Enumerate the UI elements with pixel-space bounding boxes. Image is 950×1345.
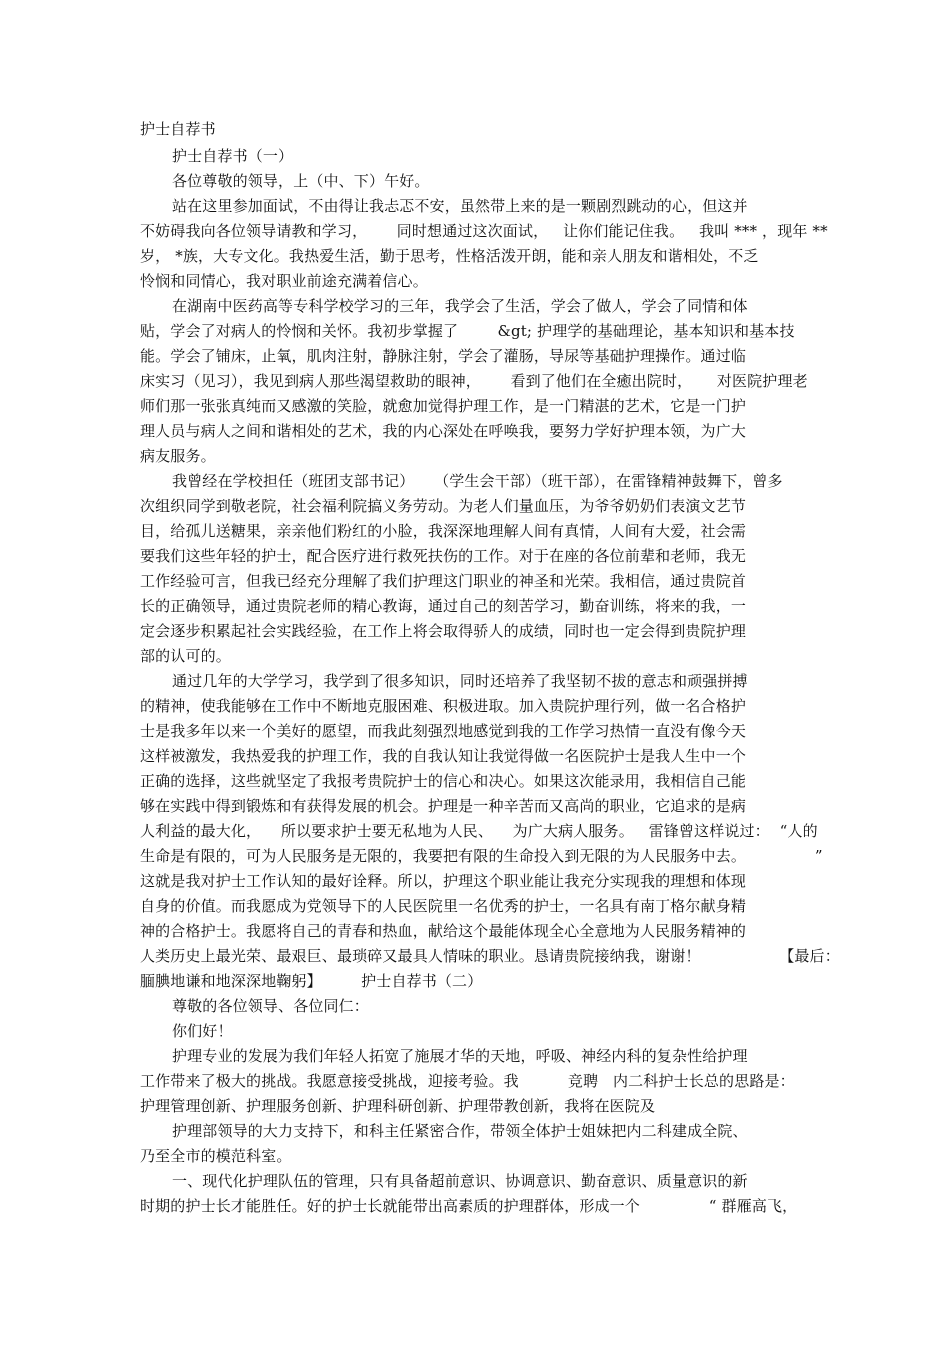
document-title: 护士自荐书 (140, 120, 216, 138)
body-line: 岁， *族，大专文化。我热爱生活，勤于思考，性格活泼开朗，能和亲人朋友和谐相处，不乏 (140, 247, 759, 265)
body-line: 站在这里参加面试，不由得让我忐忑不安，虽然带上来的是一颗剧烈跳动的心，但这并 (172, 197, 748, 215)
body-line: 部的认可的。 (140, 647, 231, 665)
body-line: 能。学会了铺床，止氧，肌肉注射，静脉注射，学会了灌肠，导尿等基础护理操作。通过临 (140, 347, 747, 365)
body-line: 神的合格护士。我愿将自己的青春和热血，献给这个最能体现全心全意地为人民服务精神的 (140, 922, 747, 940)
body-line: 各位尊敬的领导，上（中、下）午好。 (172, 172, 430, 190)
body-line: 人利益的最大化， 所以要求护士要无私地为人民、 为广大病人服务。 雷锋曾这样说过： “人的 (140, 822, 818, 840)
body-line: 床实习（见习），我见到病人那些渴望救助的眼神， 看到了他们在全癒出院时， 对医院护理老 (140, 372, 808, 390)
body-line: 尊敬的各位领导、各位同仁： (172, 997, 369, 1015)
body-line: 理人员与病人之间和谐相处的艺术，我的内心深处在呼唤我，要努力学好护理本领，为广大 (140, 422, 747, 440)
body-line: 工作带来了极大的挑战。我愿意接受挑战，迎接考验。我 竞聘 内二科护士长总的思路是： (140, 1072, 795, 1090)
body-line: 要我们这些年轻的护士，配合医疗进行救死扶伤的工作。对于在座的各位前辈和老师，我无 (140, 547, 747, 565)
body-line: 不妨碍我向各位领导请教和学习， 同时想通过这次面试， 让你们能记住我。 我叫 *** ，现年 ** (140, 222, 828, 240)
body-line: 够在实践中得到锻炼和有获得发展的机会。护理是一种辛苦而又高尚的职业，它追求的是病 (140, 797, 747, 815)
body-line: 病友服务。 (140, 447, 216, 465)
body-line: 怜悯和同情心，我对职业前途充满着信心。 (140, 272, 428, 290)
body-line: 通过几年的大学学习，我学到了很多知识，同时还培养了我坚韧不拔的意志和顽强拼搏 (172, 672, 748, 690)
body-line: 乃至全市的模范科室。 (140, 1147, 292, 1165)
body-line: 一、现代化护理队伍的管理，只有具备超前意识、协调意识、勤奋意识、质量意识的新 (172, 1172, 748, 1190)
body-line: 人类历史上最光荣、最艰巨、最琐碎又最具人情味的职业。恳请贵院接纳我，谢谢！ 【最后： (140, 947, 840, 965)
body-line: 工作经验可言，但我已经充分理解了我们护理这门职业的神圣和光荣。我相信，通过贵院首 (140, 572, 747, 590)
body-line: 师们那一张张真纯而又感激的笑脸，就愈加觉得护理工作，是一门精湛的艺术，它是一门护 (140, 397, 747, 415)
body-line: 自身的价值。而我愿成为党领导下的人民医院里一名优秀的护士，一名具有南丁格尔献身精 (140, 897, 747, 915)
body-line: 腼腆地谦和地深深地鞠躬】 护士自荐书（二） (140, 972, 483, 990)
body-line: 目，给孤儿送糖果，亲亲他们粉红的小脸，我深深地理解人间有真情，人间有大爱，社会需 (140, 522, 747, 540)
body-line: 这就是我对护士工作认知的最好诠释。所以，护理这个职业能让我充分实现我的理想和体现 (140, 872, 747, 890)
body-line: 护理部领导的大力支持下，和科主任紧密合作，带领全体护士姐妹把内二科建成全院、 (172, 1122, 748, 1140)
body-line: 时期的护士长才能胜任。好的护士长就能带出高素质的护理群体，形成一个 “ 群雁高飞， (140, 1197, 798, 1215)
body-line: 的精神，使我能够在工作中不断地克服困难、积极进取。加入贵院护理行列，做一名合格护 (140, 697, 747, 715)
body-line: 长的正确领导，通过贵院老师的精心教诲，通过自己的刻苦学习，勤奋训练，将来的我，一 (140, 597, 747, 615)
body-line: 你们好！ (172, 1022, 233, 1040)
body-line: 在湖南中医药高等专科学校学习的三年，我学会了生活，学会了做人，学会了同情和体 (172, 297, 748, 315)
body-line: 正确的选择，这些就坚定了我报考贵院护士的信心和决心。如果这次能录用，我相信自己能 (140, 772, 747, 790)
body-line: 生命是有限的，可为人民服务是无限的，我要把有限的生命投入到无限的为人民服务中去。 ” (140, 847, 823, 865)
body-line: 这样被激发，我热爱我的护理工作，我的自我认知让我觉得做一名医院护士是我人生中一个 (140, 747, 747, 765)
body-line: 护理专业的发展为我们年轻人拓宽了施展才华的天地，呼吸、神经内科的复杂性给护理 (172, 1047, 748, 1065)
body-line: 贴，学会了对病人的怜悯和关怀。我初步掌握了 &gt; 护理学的基础理论，基本知识和基本技 (140, 322, 795, 340)
body-line: 护理管理创新、护理服务创新、护理科研创新、护理带教创新，我将在医院及 (140, 1097, 656, 1115)
body-line: 定会逐步积累起社会实践经验，在工作上将会取得骄人的成绩，同时也一定会得到贵院护理 (140, 622, 747, 640)
body-line: 次组织同学到敬老院，社会福利院搞义务劳动。为老人们量血压，为爷爷奶奶们表演文艺节 (140, 497, 747, 515)
body-line: 我曾经在学校担任（班团支部书记） （学生会干部）（班干部），在雷锋精神鼓舞下，曾多 (172, 472, 783, 490)
body-line: 护士自荐书（一） (172, 147, 294, 165)
body-line: 士是我多年以来一个美好的愿望，而我此刻强烈地感觉到我的工作学习热情一直没有像今天 (140, 722, 747, 740)
